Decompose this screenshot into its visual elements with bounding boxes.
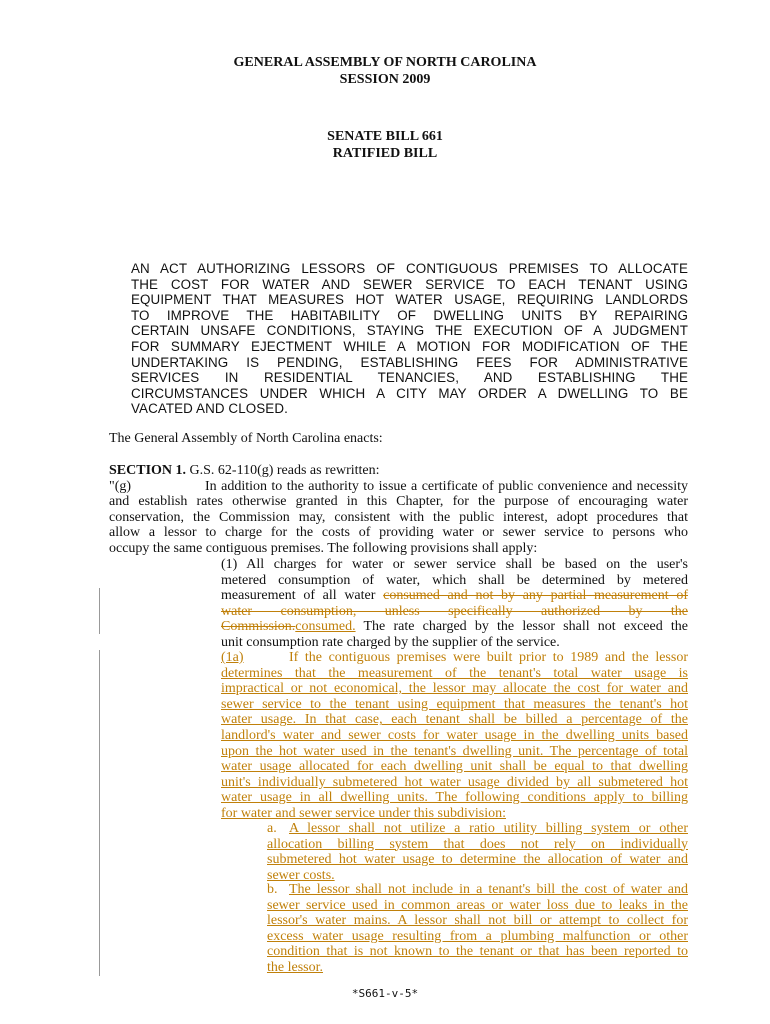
subdivision-1a-first-line (221, 650, 688, 666)
inserted-text: for water and sewer service under this subdivision: (221, 805, 506, 821)
bill-heading (0, 128, 770, 162)
item-b (267, 882, 688, 976)
subdivision-1-line (221, 588, 688, 604)
inserted-text: excess water usage resulting from a plumbing malfunction or other (267, 928, 688, 944)
subsection-label: "(g) (109, 478, 132, 494)
subsection-g-first-line (109, 479, 688, 495)
inserted-text: upon the hot water used in the tenant's dwelling unit. The percentage of total (221, 743, 688, 759)
subsection-g-line: occupy the same contiguous premises. The following provisions shall apply: (109, 540, 538, 556)
subdivision-1-line (221, 619, 688, 635)
change-bar (99, 650, 100, 976)
section-1 (109, 463, 688, 557)
title-line: CERTAIN UNSAFE CONDITIONS, STAYING THE EXECUTION OF A JUDGMENT (131, 323, 688, 339)
inserted-text: sewer costs. (267, 867, 335, 883)
subdivision-1-line: unit consumption rate charged by the supplier of the service. (221, 634, 560, 650)
section-1-heading: SECTION 1. (109, 463, 187, 478)
subsection-g-line: and establish rates otherwise granted in this Chapter, for the purpose of encouraging water (109, 494, 688, 510)
subsection-g-text: In addition to the authority to issue a certificate of public convenience and necessity (205, 478, 688, 494)
subdivision-1 (221, 557, 688, 651)
section-1-intro: G.S. 62-110(g) reads as rewritten: (189, 463, 380, 478)
inserted-text: lessor's water mains. A lessor shall not bill or attempt to collect for (267, 913, 688, 929)
assembly-name: GENERAL ASSEMBLY OF NORTH CAROLINA (233, 55, 537, 70)
bill-number: SENATE BILL 661 (327, 129, 443, 144)
item-a (267, 821, 688, 883)
subsection-g-line: allow a lessor to charge for the costs of providing water or sewer service to persons who (109, 525, 688, 541)
inserted-text: water usage. In that case, each tenant shall be billed a percentage of the (221, 712, 688, 728)
inserted-text: water usage in all dwelling units. The following conditions apply to billing (221, 790, 688, 806)
inserted-text: submetered hot water usage to determine the allocation of water and (267, 852, 688, 868)
title-line: AN ACT AUTHORIZING LESSORS OF CONTIGUOUS PREMISES TO ALLOCATE (131, 261, 688, 276)
inserted-text: unit's individually submetered hot water usage divided by all submetered hot (221, 774, 688, 790)
bill-status: RATIFIED BILL (332, 146, 438, 161)
inserted-text: A lessor shall not utilize a ratio utility billing system or other (289, 821, 688, 836)
inserted-text: If the contiguous premises were built prior to 1989 and the lessor (289, 650, 688, 665)
subdivision-1a (221, 650, 688, 822)
inserted-text: consumed. (295, 619, 356, 635)
title-line: FOR SUMMARY EJECTMENT WHILE A MOTION FOR MODIFICATION OF THE (131, 338, 688, 354)
subdivision-1-line: (1) All charges for water or sewer service shall be based on the user's (221, 557, 688, 572)
title-line: UNDERTAKING IS PENDING, ESTABLISHING FEES FOR ADMINISTRATIVE (131, 354, 688, 370)
inserted-text: impractical or not economical, the lessor may allocate the cost for water and (221, 681, 688, 697)
title-line: SERVICES IN RESIDENTIAL TENANCIES, AND ESTABLISHING THE (131, 370, 688, 386)
deleted-text: Commission. (221, 619, 296, 635)
inserted-text: water usage allocated for each dwelling unit shall be equal to that dwelling (221, 759, 688, 775)
item-a-first-line (267, 821, 688, 837)
plain-text: measurement of all water (221, 588, 376, 604)
change-bar (99, 588, 100, 634)
session-label: SESSION 2009 (339, 72, 431, 87)
assembly-heading (0, 54, 770, 88)
title-line: CIRCUMSTANCES UNDER WHICH A CITY MAY ORDER A DWELLING TO BE (131, 385, 688, 401)
deleted-text: consumed and not by any partial measurement of (383, 588, 689, 604)
item-b-label: b. (267, 882, 278, 897)
page-footer: *S661-v-5* (351, 987, 419, 1000)
act-title (131, 261, 688, 417)
title-line: VACATED AND CLOSED. (131, 401, 288, 417)
section-1-heading-line (109, 463, 688, 479)
inserted-text: allocation billing system that does not rely on individually (267, 836, 688, 852)
item-b-first-line (267, 882, 688, 898)
inserted-text: the lessor. (267, 959, 323, 975)
inserted-text: landlord's water and sewer costs for water usage in the dwelling units based (221, 727, 688, 743)
subdivision-1-line: metered consumption of water, which shall be determined by metered (221, 572, 688, 588)
inserted-text: sewer service to the tenant using equipment that measures the tenant's hot (221, 696, 688, 712)
title-line: EQUIPMENT THAT MEASURES HOT WATER USAGE, REQUIRING LANDLORDS (131, 292, 688, 308)
title-line: THE COST FOR WATER AND SEWER SERVICE TO EACH TENANT USING (131, 276, 688, 292)
subdivision-1a-label: (1a) (221, 650, 244, 665)
inserted-text: sewer service used in common areas or water loss due to leaks in the (267, 897, 688, 913)
title-line: TO IMPROVE THE HABITABILITY OF DWELLING UNITS BY REPAIRING (131, 307, 688, 323)
subsection-g-line: conservation, the Commission may, consistent with the public interest, adopt procedures that (109, 509, 688, 525)
deleted-text: water consumption, unless specifically authorized by the (221, 603, 688, 619)
plain-text: The rate charged by the lessor shall not exceed the (363, 619, 688, 635)
inserted-text: determines that the measurement of the tenant's total water usage is (221, 665, 688, 681)
enacting-clause: The General Assembly of North Carolina enacts: (109, 431, 383, 446)
inserted-text: condition that is not known to the tenant or that has been reported to (267, 944, 688, 960)
item-a-label: a. (267, 821, 277, 836)
inserted-text: The lessor shall not include in a tenant's bill the cost of water and (289, 882, 688, 897)
